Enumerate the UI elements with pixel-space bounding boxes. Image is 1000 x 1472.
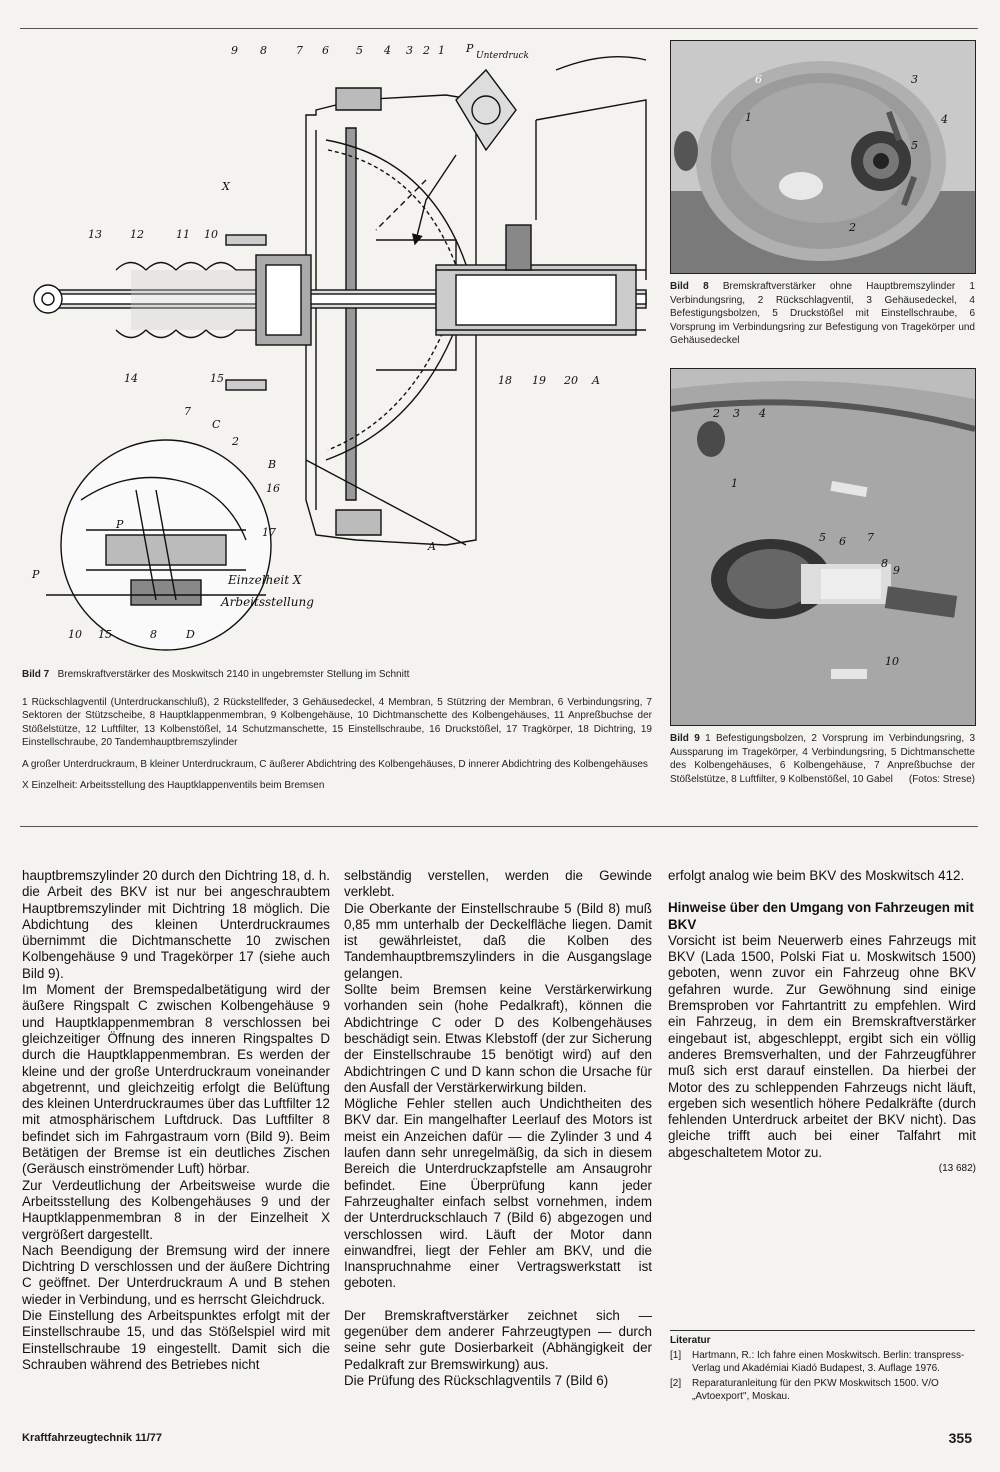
fig9-label-1: 1 [731,477,738,490]
fig7-label-p: P [466,42,474,55]
fig7-legend-parts: 1 Rückschlagventil (Unterdruckanschluß), 2 Rückstellfeder, 3 Gehäusedeckel, 4 Membran, 5 Stützring der Membran, 6 Verbindungsring, 7 Sektoren der Stützscheibe, 8 Hauptklappenmembran, 9 Kolbengehäuse, 10 Dichtmanschette des Kolbengehäuses, 11 Anpreßbuchse der Stößelstütze, 12 Luftfilter, 13 Kolbenstößel, 14 Schutzmanschette, 15 Einstellschraube, 16 Druckstößel, 17 Tragkörper, 18 Dichtring, 19 Einstellschraube, 20 Tandemhauptbremszylinder [22,696,652,748]
fig7-caption-title: Bild 7 [22,669,50,680]
fig7-label-13: 13 [88,228,102,241]
fig7-label-18: 18 [498,374,512,387]
fig8-label-1: 1 [745,111,752,124]
fig7-label-unterdruck: Unterdruck [476,51,529,61]
fig7-label-9: 9 [231,44,238,57]
text-column-1 [22,868,330,1373]
col3-paragraph-2: Vorsicht ist beim Neuerwerb eines Fahrzeugs mit BKV (Lada 1500, Polski Fiat u. Moskwitsch 1500) geboten, wenn zuvor ein Fahrzeug ohne BKV gefahren wurde. Zur Gewöhnung sind einige Bremsproben vor Fahrtantritt zu empfehlen. Wird ein Fahrzeug, in dem ein Bremskraftverstärker eingebaut ist, abgeschleppt, ergibt sich ein völlig anderes Bremsverhalten, und der Fahrzeugführer muß sich erst darauf einstellen. Da hierbei der Motor des zu schleppenden Fahrzeugs nicht läuft, ergeben sich wesentlich höhere Pedalkräfte (durch fehlenden Unterdruck arbeitet der BKV nicht). Das gleiche trifft auch bei einer Talfahrt mit abgeschaltetem Motor zu. [668,932,976,1160]
figure-9-caption [670,732,975,786]
fig7-label-7: 7 [296,44,303,57]
fig8-label-6: 6 [755,73,762,86]
fig7-label-10: 10 [204,228,218,241]
fig7-label-4: 4 [384,44,391,57]
fig7-label-2: 2 [423,44,430,57]
fig7-label-a-big: A [428,540,436,553]
col1-paragraph-2: Im Moment der Bremspedalbetätigung wird der äußere Ringspalt C zwischen Kolbengehäuse 9 und Hauptklappenmembran 8 verschlossen bei gleichzeitiger Öffnung des inneren Ringspaltes D durch die Hauptklappenmembran. Es werden der kleine und der große Unterdruckraum voneinander abgetrennt, und gleichzeitig erfolgt die Belüftung des kleinen Unterdruckraumes über das Luftfilter 12 mit atmosphärischem Luftdruck. Das Luftfilter 8 befindet sich im Fahrgastraum vorn (Bild 9). Beim Betätigen der Bremse ist ein deutliches Zischen (Geräusch einströmender Luft) hörbar. [22,982,330,1177]
col2-paragraph-4: Mögliche Fehler stellen auch Undichtheiten des BKV dar. Ein mangelhafter Leerlauf des Motors ist meist ein Anzeichen dafür — die Zylinder 3 und 4 laufen dann sehr unregelmäßig, da sich in diesem Bereich die Unterdruckzapfstelle am Ansaugrohr befindet. Eine Überprüfung kann jeder Fahrzeughalter einfach selbst vornehmen, indem der Unterdruckschlauch 7 (Bild 6) abgezogen und verschlossen wird. Läuft der Motor dann einwandfrei, liegt der Fehler am BKV, und die Inanspruchnahme einer Vertragswerkstatt ist geboten. [344,1096,652,1291]
fig9-label-2: 2 [713,407,720,420]
fig7-inset-label-8: 8 [150,628,157,641]
fig7-inset-label-10: 10 [68,628,82,641]
fig7-label-17: 17 [262,526,276,539]
fig7-legend-detail: X Einzelheit: Arbeitsstellung des Hauptklappenventils beim Bremsen [22,780,325,791]
fig7-arbeitsstellung-label: Arbeitsstellung [221,595,314,609]
figure-7-caption [22,668,652,799]
fig7-label-20: 20 [564,374,578,387]
fig7-inset-label-7: 7 [184,405,191,418]
col1-paragraph-5: Die Einstellung des Arbeitspunktes erfolgt mit der Einstellschraube 15, und das Stößelspiel wird mit Einstellschraube 19 eingestellt. Damit sich die Schrauben während des Betriebes nicht [22,1308,330,1372]
fig9-label-9: 9 [893,564,900,577]
col1-paragraph-3: Zur Verdeutlichung der Arbeitsweise wurde die Arbeitsstellung des Kolbengehäuses 9 und der Hauptklappenmembran 8 in der Einzelheit X vergrößert dargestellt. [22,1177,330,1242]
col3-heading: Hinweise über den Umgang von Fahrzeugen mit BKV [668,900,974,932]
fig7-label-b: B [268,458,277,471]
page-number: 355 [948,1430,972,1446]
journal-footer: Kraftfahrzeugtechnik 11/77 [22,1432,162,1444]
fig9-caption-title: Bild 9 [670,733,700,744]
fig8-caption-title: Bild 8 [670,281,709,292]
fig7-label-16: 16 [266,482,280,495]
fig9-label-3: 3 [733,407,740,420]
col2-paragraph-3: Sollte beim Bremsen keine Verstärkerwirkung vorhanden sein (hohe Pedalkraft), können die Abdichtringe C oder D des Kolbengehäuses beschädigt sein. Etwas Klebstoff (der zur Sicherung der Einstellschraube 15 benötigt wird) auf den Abdichtringen C und D kann schon die Ursache für den Ausfall der Verstärkerwirkung bilden. [344,982,652,1095]
literature-ref [670,1349,975,1375]
fig7-einzelheit-label: Einzelheit X [228,573,302,587]
fig7-inset-label-2: 2 [232,435,239,448]
fig7-label-5: 5 [356,44,363,57]
fig7-label-12: 12 [130,228,144,241]
literature-title: Literatur [670,1330,975,1347]
fig7-label-11: 11 [176,228,190,241]
fig7-label-6: 6 [322,44,329,57]
fig8-label-2: 2 [849,221,856,234]
col2-paragraph-6: Die Prüfung des Rückschlagventils 7 (Bild 6) [344,1372,609,1388]
fig7-label-x: X [222,180,230,193]
col3-paragraph-1: erfolgt analog wie beim BKV des Moskwitsch 412. [668,868,965,883]
fig9-caption-text: 1 Befestigungsbolzen, 2 Vorsprung im Verbindungsring, 3 Aussparung im Tragekörper, 4 Verbindungsring, 5 Dichtmanschette des Kolbengehäuses, 6 Kolbengehäuse, 7 Anpreßbuchse der Stößelstütze, 8 Luftfilter, 9 Kolbenstößel, 10 Gabel [670,733,975,785]
figure-8-photo [670,40,976,274]
literature-box [670,1330,975,1405]
top-rule [20,28,978,29]
col2-paragraph-5: Der Bremskraftverstärker zeichnet sich — gegenüber dem anderer Fahrzeugtypen — durch seine sehr gute Dosierbarkeit (Abhängigkeit der Pedalkraft zur Bremswirkung) aus. [344,1307,652,1372]
fig7-caption-text: Bremskraftverstärker des Moskwitsch 2140 in ungebremster Stellung im Schnitt [57,669,410,680]
fig9-label-7: 7 [867,531,874,544]
fig9-label-6: 6 [839,535,846,548]
fig9-label-10: 10 [885,655,899,668]
fig7-label-1: 1 [438,44,445,57]
text-column-2 [344,868,652,1389]
fig8-label-5: 5 [911,139,918,152]
fig7-label-14: 14 [124,372,138,385]
fig8-label-4: 4 [941,113,948,126]
fig7-label-8: 8 [260,44,267,57]
mid-rule [20,826,978,827]
fig7-label-3: 3 [406,44,413,57]
literature-ref-text: Hartmann, R.: Ich fahre einen Moskwitsch. Berlin: transpress-Verlag und Akadémiai Kiadó Budapest, 3. Auflage 1976. [692,1350,965,1374]
fig9-label-8: 8 [881,557,888,570]
fig7-legend-spaces: A großer Unterdruckraum, B kleiner Unterdruckraum, C äußerer Abdichtring des Kolbengehäuses, D innerer Abdichtring des Kolbengehäuses [22,758,648,770]
fig7-inset-label-15: 15 [98,628,112,641]
text-column-3 [668,868,976,1177]
fig7-label-a-small: A [592,374,600,387]
fig7-inset-label-d: D [186,628,195,641]
fig7-label-19: 19 [532,374,546,387]
fig7-label-15: 15 [210,372,224,385]
fig8-label-3: 3 [911,73,918,86]
col1-paragraph-4: Nach Beendigung der Bremsung wird der innere Dichtring D verschlossen und der äußere Dichtring C geöffnet. Der Unterdruckraum A und B stehen wieder in Verbindung, und es herrscht Gleichdruck. [22,1242,330,1307]
col1-paragraph-1: hauptbremszylinder 20 durch den Dichtring 18, d. h. die Arbeit des BKV ist nur bei angeschraubtem Hauptbremszylinder mit Dichtring 18 möglich. Die Abdichtung des kleinen Unterdruckraumes übernimmt die Dichtmanschette 10 zwischen Kolbengehäuse 9 und Tragekörper 17 (siehe auch Bild 9). [22,868,330,981]
col3-article-code: (13 682) [938,1163,976,1175]
figure-7-drawing [16,40,650,655]
fig9-label-5: 5 [819,531,826,544]
fig7-inset-label-c: C [212,418,221,431]
literature-ref-number: [1] [670,1350,682,1361]
fig7-inset-label-p1: P [116,518,124,531]
literature-ref [670,1377,975,1403]
fig9-photo-credit: (Fotos: Strese) [908,773,975,785]
col2-paragraph-1: selbständig verstellen, werden die Gewinde verklebt. [344,868,652,900]
fig8-caption-text: Bremskraftverstärker ohne Hauptbremszylinder 1 Verbindungsring, 2 Rückschlagventil, 3 Gehäusedeckel, 4 Befestigungsbolzen, 5 Druckstößel mit Einstellschraube, 6 Vorsprung im Verbindungsring zur Befestigung von Tragekörper und Gehäusedeckel [670,281,975,346]
literature-ref-number: [2] [670,1378,682,1389]
figure-9-photo [670,368,976,726]
figure-8-caption [670,280,975,348]
col2-paragraph-2: Die Oberkante der Einstellschraube 5 (Bild 8) muß 0,85 mm unterhalb der Deckelfläche liegen. Damit ist gewährleistet, daß die Kolben des Tandemhauptbremszylinders in die Ausgangslage gelangen. [344,900,652,981]
literature-ref-text: Reparaturanleitung für den PKW Moskwitsch 1500. V/O „Avtoexport", Moskau. [692,1378,939,1402]
fig7-inset-label-p2: P [32,568,40,581]
fig9-label-4: 4 [759,407,766,420]
